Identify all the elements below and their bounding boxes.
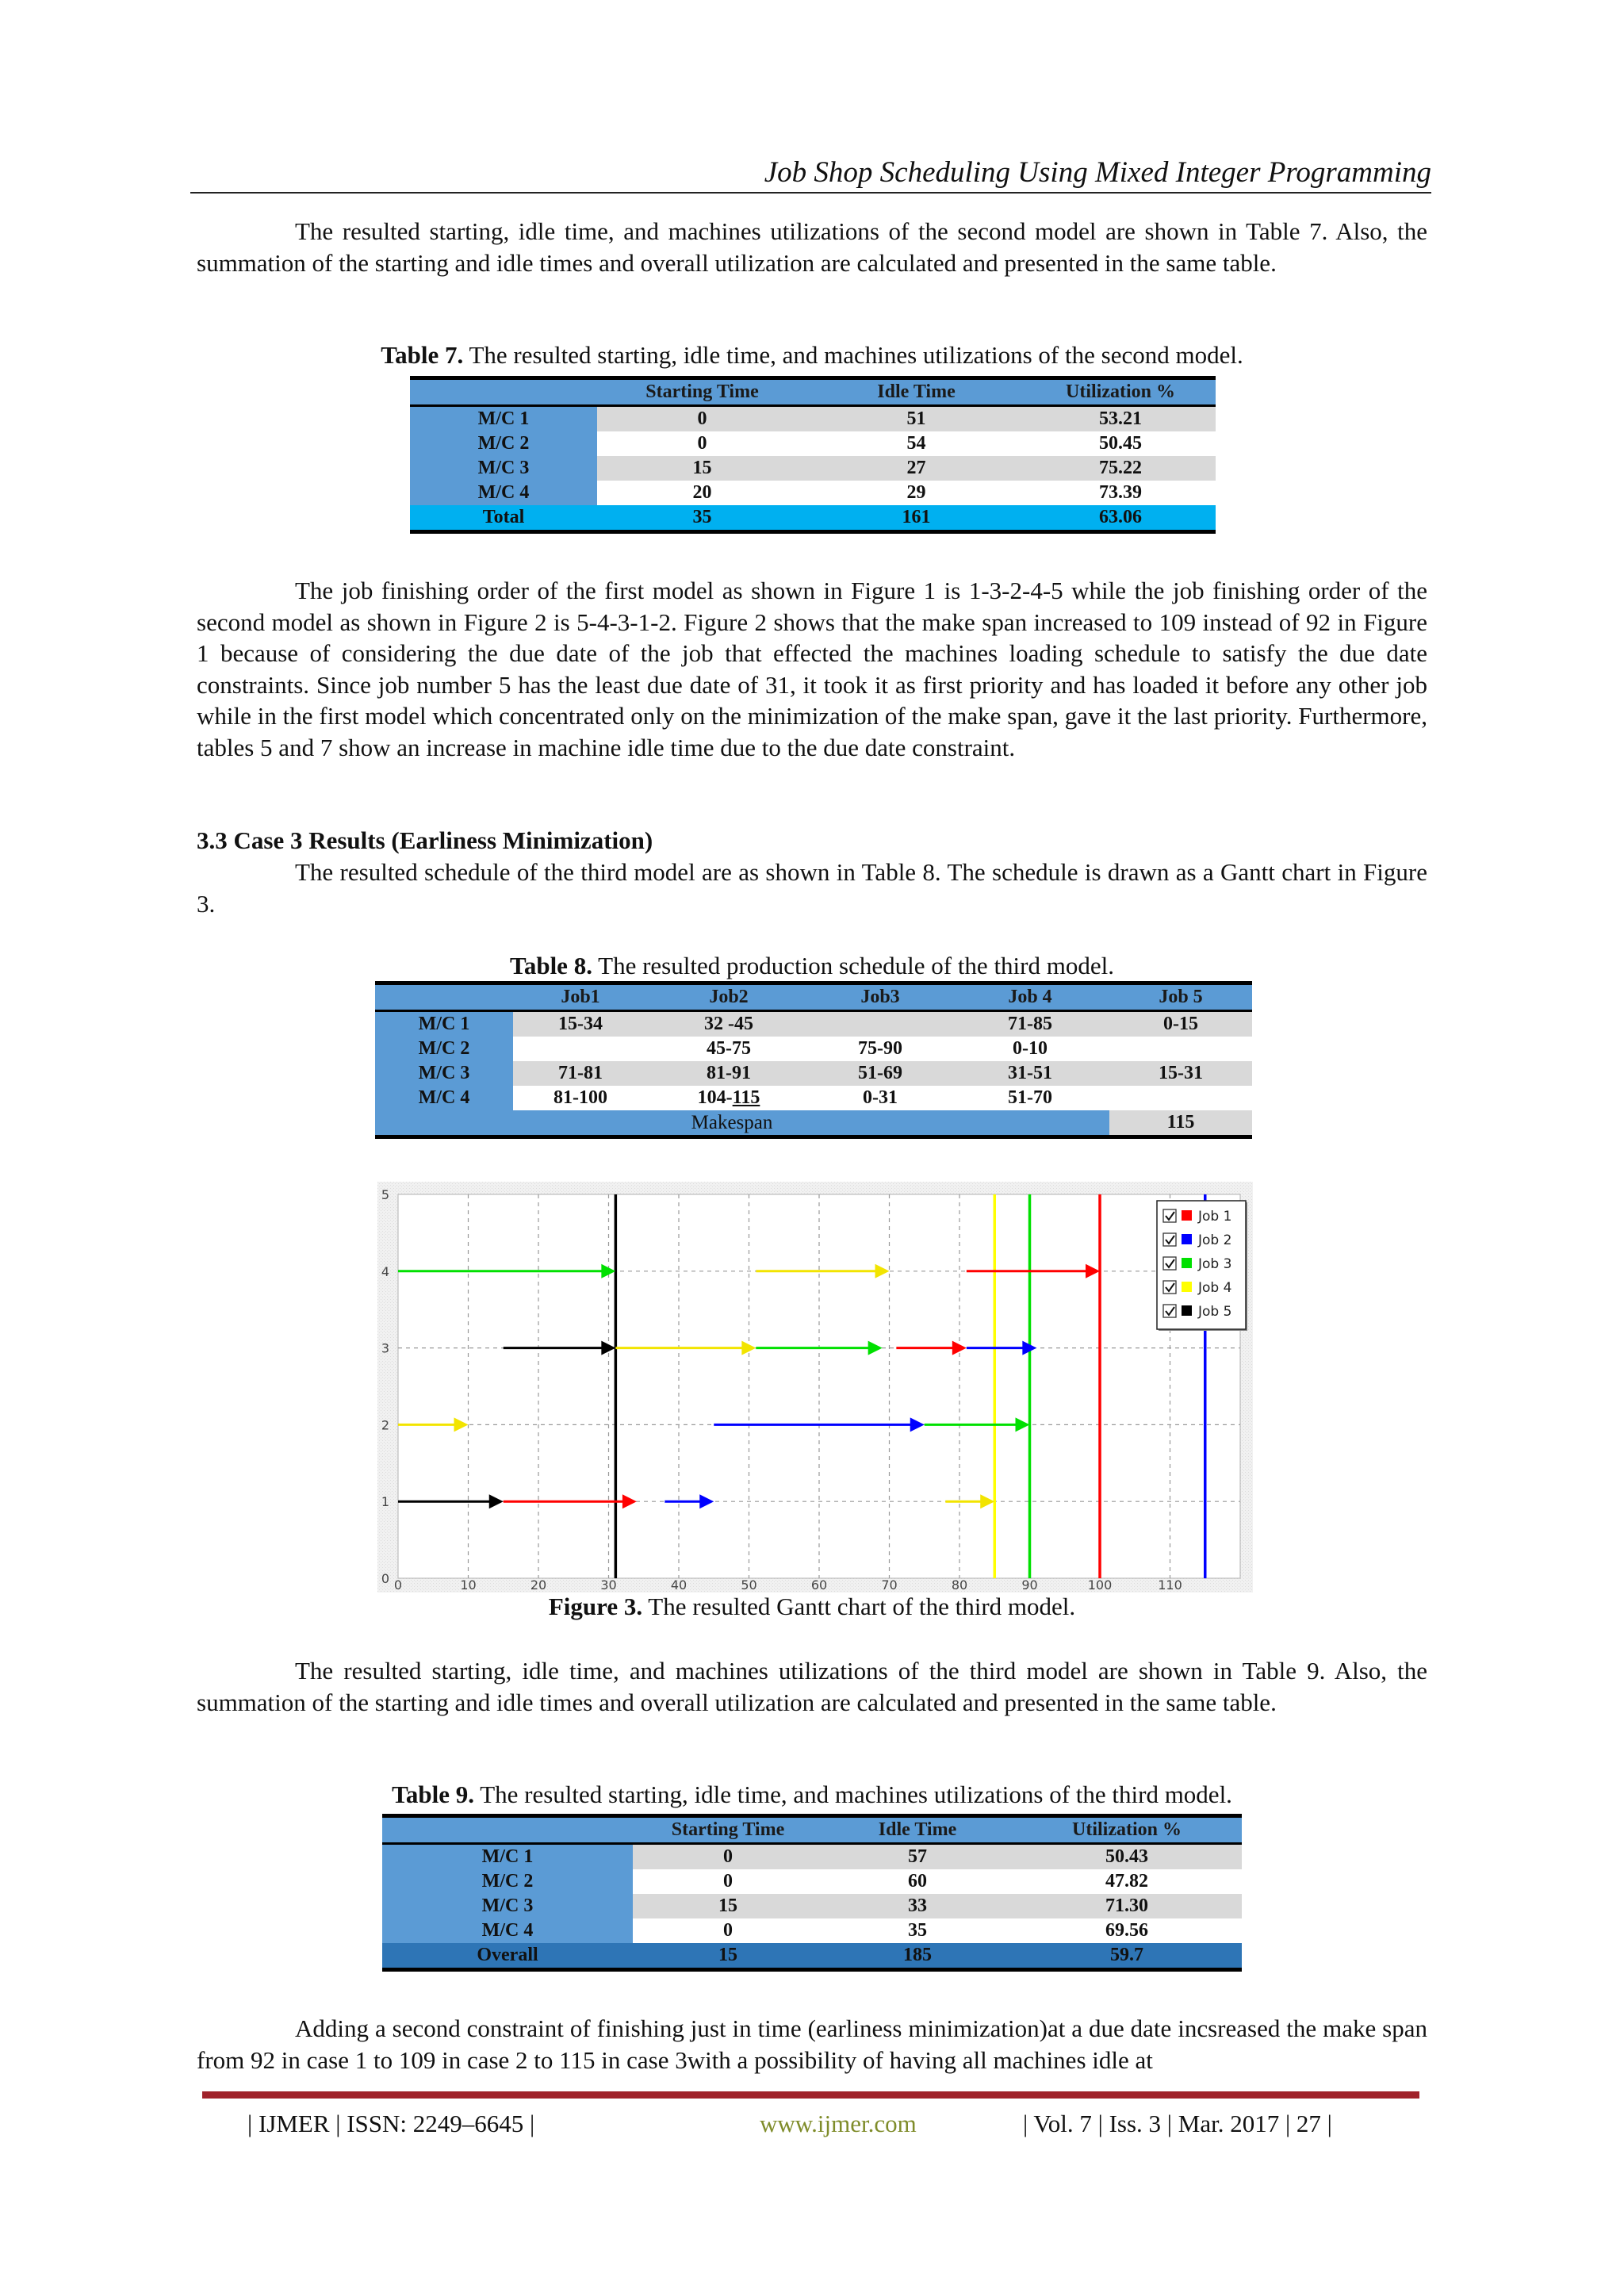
legend-label: Job 1 <box>1198 1209 1232 1225</box>
table-row <box>375 1011 1252 1037</box>
table-cell: 81-100 <box>513 1086 648 1110</box>
table-cell <box>1109 1086 1252 1110</box>
figure-3-caption-text: The resulted Gantt chart of the third model. <box>648 1593 1076 1620</box>
figure-3-caption-label: Figure 3. <box>548 1593 643 1620</box>
paragraph-4-text: The resulted starting, idle time, and machines utilizations of the third model are shown in Table 9. Also, the summation of the starting and idle times and overall utilization are calculated and presented in the same table. <box>197 1657 1427 1716</box>
gantt-chart <box>377 1182 1253 1593</box>
table-cell: 73.39 <box>1025 481 1216 505</box>
x-tick-label: 50 <box>741 1577 757 1593</box>
table-8-corner <box>375 983 513 1011</box>
table-cell: 75.22 <box>1025 456 1216 481</box>
x-tick-label: 100 <box>1087 1577 1113 1593</box>
table-9-col-header: Starting Time <box>633 1816 823 1844</box>
y-tick-label: 5 <box>381 1187 389 1202</box>
table-cell: 75-90 <box>810 1037 951 1061</box>
table-cell: 32 -45 <box>648 1011 810 1037</box>
legend-label: Job 4 <box>1198 1280 1232 1296</box>
table-cell: 0 <box>597 431 807 456</box>
table-cell: 27 <box>807 456 1025 481</box>
row-label: Total <box>410 505 597 532</box>
table-cell: 50.43 <box>1012 1844 1242 1870</box>
y-tick-label: 3 <box>381 1340 389 1356</box>
legend-checkbox <box>1163 1281 1176 1294</box>
legend-swatch <box>1182 1282 1192 1292</box>
table-cell: 69.56 <box>1012 1918 1242 1943</box>
y-tick-label: 4 <box>381 1263 389 1279</box>
row-label: M/C 1 <box>410 406 597 432</box>
x-tick-label: 70 <box>881 1577 898 1593</box>
table-cell: 0 <box>633 1918 823 1943</box>
table-7 <box>410 376 1216 534</box>
table-cell <box>1109 1037 1252 1061</box>
x-tick-label: 10 <box>460 1577 477 1593</box>
table-cell: 51-70 <box>951 1086 1109 1110</box>
table-8-col-header: Job2 <box>648 983 810 1011</box>
table-cell: 51-69 <box>810 1061 951 1086</box>
table-9-corner <box>382 1816 633 1844</box>
footer-journal: | IJMER | ISSN: 2249–6645 | <box>247 2110 535 2137</box>
table-cell: 71.30 <box>1012 1894 1242 1918</box>
table-cell: 35 <box>597 505 807 532</box>
table-cell: 15 <box>633 1943 823 1970</box>
table-cell: 0-10 <box>951 1037 1109 1061</box>
table-8-caption <box>0 952 1624 980</box>
x-tick-label: 0 <box>393 1577 403 1593</box>
table-row <box>382 1918 1242 1943</box>
table-row <box>375 1037 1252 1061</box>
legend-swatch <box>1182 1210 1192 1221</box>
legend-label: Job 5 <box>1198 1304 1232 1320</box>
table-cell: 20 <box>597 481 807 505</box>
table-9-col-header: Idle Time <box>823 1816 1012 1844</box>
table-8-col-header: Job1 <box>513 983 648 1011</box>
row-label: M/C 3 <box>382 1894 633 1918</box>
table-cell: 53.21 <box>1025 406 1216 432</box>
table-cell: 59.7 <box>1012 1943 1242 1970</box>
table-row <box>382 1894 1242 1918</box>
running-header: Job Shop Scheduling Using Mixed Integer Programming <box>764 156 1431 189</box>
paragraph-1 <box>197 216 1427 278</box>
paragraph-2-text: The job finishing order of the first model as shown in Figure 1 is 1-3-2-4-5 while the job finishing order of the second model as shown in Figure 2 is 5-4-3-1-2. Figure 2 shows that the make span increased to 109 instead of 92 in Figure 1 because of considering the due date of the job that effected the machines loading schedule to satisfy the due date constraints. Since job number 5 has the least due date of 31, it took it as first priority and has loaded it before any other job while in the first model which concentrated only on the minimization of the make span, gave it the last priority. Furthermore, tables 5 and 7 show an increase in machine idle time due to the due date constraint. <box>197 577 1427 761</box>
table-9-header-row <box>382 1816 1242 1844</box>
y-tick-label: 0 <box>381 1571 389 1586</box>
table-7-corner <box>410 378 597 406</box>
table-row <box>410 456 1216 481</box>
table-cell: 63.06 <box>1025 505 1216 532</box>
table-cell-prefix: 104- <box>697 1087 733 1108</box>
chart-legend <box>1157 1201 1247 1331</box>
table-cell <box>513 1037 648 1061</box>
footer-rule <box>202 2091 1419 2099</box>
row-label: M/C 4 <box>382 1918 633 1943</box>
table-7-caption <box>0 341 1624 370</box>
legend-swatch <box>1182 1258 1192 1268</box>
table-cell: 0-15 <box>1109 1011 1252 1037</box>
table-row <box>410 431 1216 456</box>
paragraph-5 <box>197 2013 1427 2076</box>
table-cell: 0-31 <box>810 1086 951 1110</box>
table-cell: 71-85 <box>951 1011 1109 1037</box>
header-rule <box>190 192 1431 194</box>
legend-checkbox <box>1163 1257 1176 1270</box>
makespan-value: 115 <box>1109 1110 1252 1137</box>
table-overall-row <box>382 1943 1242 1970</box>
paragraph-1-text: The resulted starting, idle time, and machines utilizations of the second model are shown in Table 7. Also, the summation of the starting and idle times and overall utilization are calculated and presented in the same table. <box>197 217 1427 277</box>
table-8-caption-label: Table 8. <box>510 952 592 979</box>
x-tick-label: 20 <box>530 1577 547 1593</box>
legend-label: Job 3 <box>1198 1256 1232 1272</box>
table-cell: 31-51 <box>951 1061 1109 1086</box>
table-cell: 50.45 <box>1025 431 1216 456</box>
section-heading: 3.3 Case 3 Results (Earliness Minimization) <box>197 826 653 854</box>
x-tick-label: 40 <box>670 1577 688 1593</box>
x-tick-label: 30 <box>600 1577 617 1593</box>
row-label: M/C 3 <box>410 456 597 481</box>
table-8 <box>375 981 1252 1139</box>
table-8-col-header: Job 5 <box>1109 983 1252 1011</box>
legend-checkbox <box>1163 1233 1176 1246</box>
row-label: M/C 1 <box>382 1844 633 1870</box>
y-tick-label: 2 <box>381 1417 389 1433</box>
table-cell: 33 <box>823 1894 1012 1918</box>
table-9-col-header: Utilization % <box>1012 1816 1242 1844</box>
paragraph-5-text: Adding a second constraint of finishing just in time (earliness minimization)at a due date incsreased the make span from 92 in case 1 to 109 in case 2 to 115 in case 3with a possibility of having all machines idle at <box>197 2014 1427 2074</box>
table-7-col-header: Starting Time <box>597 378 807 406</box>
table-cell: 15 <box>597 456 807 481</box>
row-label: M/C 4 <box>375 1086 513 1110</box>
table-cell <box>810 1011 951 1037</box>
paragraph-4 <box>197 1655 1427 1718</box>
table-8-col-header: Job 4 <box>951 983 1109 1011</box>
table-9 <box>382 1814 1242 1972</box>
table-8-caption-text: The resulted production schedule of the third model. <box>598 952 1114 979</box>
table-cell: 185 <box>823 1943 1012 1970</box>
paragraph-2 <box>197 575 1427 763</box>
row-label: M/C 1 <box>375 1011 513 1037</box>
legend-swatch <box>1182 1234 1192 1244</box>
legend-checkbox <box>1163 1305 1176 1317</box>
table-7-caption-text: The resulted starting, idle time, and machines utilizations of the second model. <box>469 341 1243 369</box>
makespan-label: Makespan <box>513 1110 951 1137</box>
table-cell: 29 <box>807 481 1025 505</box>
table-cell: 15 <box>633 1894 823 1918</box>
table-cell <box>648 1086 810 1110</box>
table-cell: 47.82 <box>1012 1869 1242 1894</box>
row-label: M/C 2 <box>375 1037 513 1061</box>
table-cell-underlined: 115 <box>732 1087 760 1108</box>
row-label: M/C 4 <box>410 481 597 505</box>
paragraph-3-text: The resulted schedule of the third model are as shown in Table 8. The schedule is drawn as a Gantt chart in Figure 3. <box>197 858 1427 918</box>
table-cell: 57 <box>823 1844 1012 1870</box>
table-9-caption <box>0 1780 1624 1809</box>
y-tick-label: 1 <box>381 1494 389 1510</box>
table-cell: 51 <box>807 406 1025 432</box>
table-cell: 60 <box>823 1869 1012 1894</box>
legend-swatch <box>1182 1305 1192 1316</box>
table-total-row <box>410 505 1216 532</box>
x-tick-label: 60 <box>810 1577 828 1593</box>
table-cell: 0 <box>633 1869 823 1894</box>
footer-volume: | Vol. 7 | Iss. 3 | Mar. 2017 | 27 | <box>1023 2110 1332 2137</box>
table-cell: 15-34 <box>513 1011 648 1037</box>
table-8-col-header: Job3 <box>810 983 951 1011</box>
row-label: M/C 3 <box>375 1061 513 1086</box>
table-cell: 45-75 <box>648 1037 810 1061</box>
table-row <box>375 1061 1252 1086</box>
makespan-spacer <box>951 1110 1109 1137</box>
table-cell: 81-91 <box>648 1061 810 1086</box>
x-tick-label: 80 <box>951 1577 968 1593</box>
table-cell: 54 <box>807 431 1025 456</box>
table-cell: 0 <box>633 1844 823 1870</box>
figure-3-caption <box>0 1593 1624 1621</box>
table-cell: 35 <box>823 1918 1012 1943</box>
table-9-caption-label: Table 9. <box>392 1780 475 1808</box>
table-row <box>375 1086 1252 1110</box>
table-cell: 161 <box>807 505 1025 532</box>
row-label: Overall <box>382 1943 633 1970</box>
table-row <box>410 481 1216 505</box>
table-row <box>382 1844 1242 1870</box>
table-row <box>382 1869 1242 1894</box>
table-row <box>410 406 1216 432</box>
table-9-caption-text: The resulted starting, idle time, and machines utilizations of the third model. <box>480 1780 1232 1808</box>
table-cell: 15-31 <box>1109 1061 1252 1086</box>
paragraph-3 <box>197 857 1427 919</box>
row-label: M/C 2 <box>382 1869 633 1894</box>
table-cell: 71-81 <box>513 1061 648 1086</box>
table-7-caption-label: Table 7. <box>381 341 464 369</box>
makespan-spacer <box>375 1110 513 1137</box>
table-8-header-row <box>375 983 1252 1011</box>
makespan-row <box>375 1110 1252 1137</box>
table-cell: 0 <box>597 406 807 432</box>
legend-checkbox <box>1163 1209 1176 1222</box>
legend-label: Job 2 <box>1198 1232 1232 1248</box>
row-label: M/C 2 <box>410 431 597 456</box>
x-tick-label: 90 <box>1021 1577 1038 1593</box>
table-7-header-row <box>410 378 1216 406</box>
footer-website-link[interactable]: www.ijmer.com <box>760 2110 917 2137</box>
table-7-col-header: Idle Time <box>807 378 1025 406</box>
table-7-col-header: Utilization % <box>1025 378 1216 406</box>
x-tick-label: 110 <box>1158 1577 1182 1593</box>
